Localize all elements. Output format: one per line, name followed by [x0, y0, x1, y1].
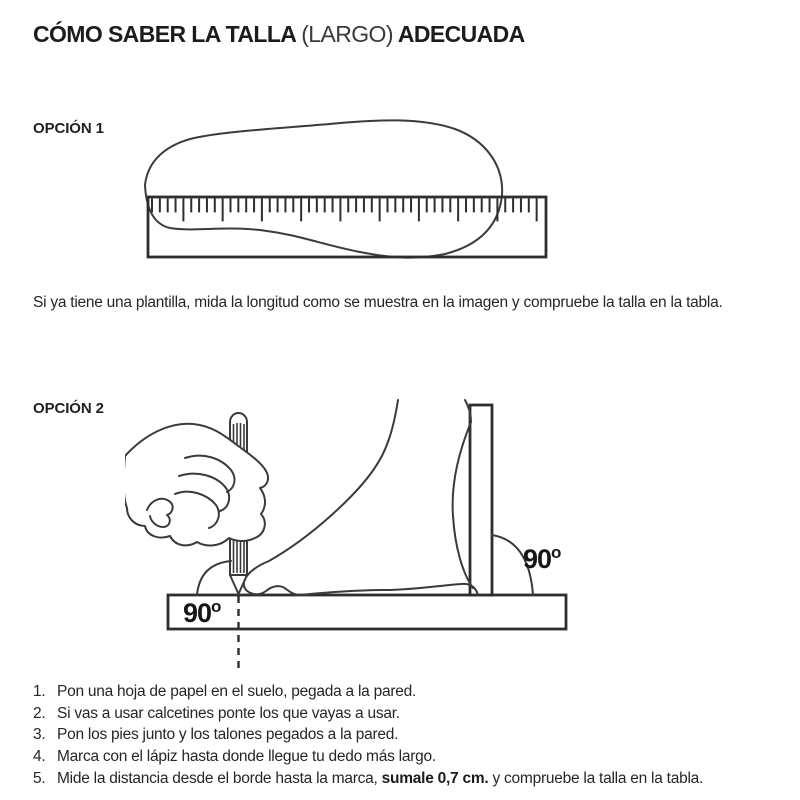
- instruction-step-5: [33, 768, 703, 790]
- instruction-step-2: [33, 703, 703, 725]
- step-text: Pon una hoja de papel en el suelo, pegada a la pared.: [57, 683, 417, 700]
- instructions-list: [33, 681, 703, 790]
- step-number: 2.: [33, 704, 46, 722]
- step-text: Si vas a usar calcetines ponte los que vayas a usar.: [57, 704, 400, 722]
- foot-measure-illustration: [125, 398, 575, 673]
- title-main: CÓMO SABER LA TALLA: [33, 21, 302, 47]
- page-title: [33, 21, 525, 48]
- angle-label-right: 90$^o$: [523, 543, 561, 574]
- insole-outline: [145, 120, 502, 257]
- foot-measure-figure: [125, 398, 575, 673]
- step-number: 5.: [33, 769, 46, 787]
- insole-ruler-illustration: [140, 113, 560, 263]
- step-number: 3.: [33, 726, 46, 744]
- wall: [470, 405, 492, 595]
- step-text: Mide la distancia desde el borde hasta la marca, sumale 0,7 cm. y compruebe la talla en la tabla.: [57, 769, 704, 787]
- option2-heading: OPCIÓN 2: [33, 400, 104, 417]
- instruction-step-3: [33, 724, 703, 746]
- option1-description: Si ya tiene una plantilla, mida la longitud como se muestra en la imagen y compruebe la talla en la tabla.: [33, 294, 723, 311]
- title-largo: (LARGO): [301, 21, 393, 47]
- step-number: 1.: [33, 683, 46, 700]
- instruction-step-4: [33, 746, 703, 768]
- option1-heading: OPCIÓN 1: [33, 120, 104, 137]
- step-text: Pon los pies junto y los talones pegados a la pared.: [57, 726, 399, 744]
- insole-ruler-figure: [140, 113, 560, 263]
- step-text: Marca con el lápiz hasta donde llegue tu dedo más largo.: [57, 748, 436, 766]
- foot-outline: [244, 400, 478, 595]
- angle-label-left: 90$^o$: [183, 597, 221, 628]
- step-number: 4.: [33, 748, 46, 766]
- left-angle-arc: [197, 561, 231, 595]
- instruction-step-1: [33, 681, 703, 703]
- ruler-tick-marks: [152, 198, 537, 221]
- leg-back-line: [465, 400, 471, 422]
- floor-board: [168, 595, 566, 629]
- title-adecuada: ADECUADA: [392, 21, 525, 47]
